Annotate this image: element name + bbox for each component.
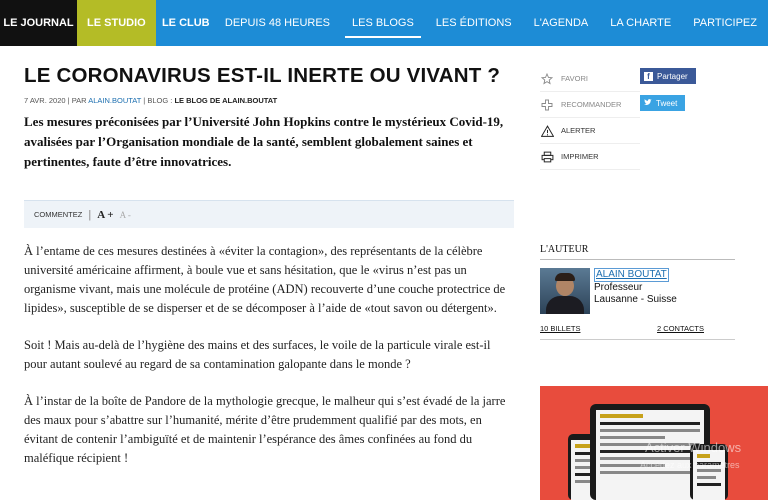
comment-toolbar xyxy=(24,200,514,228)
paragraph: Soit ! Mais au-delà de l’hygiène des mains et des surfaces, le voile de la particule virale est-il pour autant soulevé au regard de sa contamination galopante dans le monde ? xyxy=(24,338,491,371)
article-lead: Les mesures préconisées par l’Université John Hopkins contre le mystérieux Covid-19, avalisées par l’Organisation mondiale de la santé, semblent globalement saines et pertinentes, faute d’être innovatrices. xyxy=(24,114,504,169)
author-links xyxy=(540,324,704,333)
article-actions xyxy=(540,66,640,170)
tab-depuis-48-heures[interactable]: DEPUIS 48 HEURES xyxy=(224,17,331,29)
star-icon xyxy=(540,72,554,86)
twitter-share-button[interactable] xyxy=(640,95,685,111)
tab-participez[interactable]: PARTICIPEZ xyxy=(693,17,757,29)
printer-icon xyxy=(540,150,554,164)
posts-link[interactable]: 10 BILLETS xyxy=(540,324,581,333)
article-title: LE CORONAVIRUS EST-IL INERTE OU VIVANT ? xyxy=(24,64,501,87)
author-box xyxy=(540,244,735,340)
recommander-label: RECOMMANDER xyxy=(561,100,622,109)
meta-separator: | xyxy=(143,96,148,105)
paragraph: À l’instar de la boîte de Pandore de la mythologie grecque, le malheur qui s’est évadé de la jarre des maux pour s’abattre sur l’humanité, mérite d’être prudemment qualifié par des mots, en évitant de contenir l’ambiguïté et de maintenir l’espérance des âmes confinées au fond du maléfique récipient ! xyxy=(24,394,506,465)
increase-font-button[interactable]: A + xyxy=(97,208,114,221)
facebook-icon: f xyxy=(644,72,653,81)
tab-le-club[interactable]: LE CLUB xyxy=(158,0,214,46)
recommander-button[interactable] xyxy=(540,92,640,118)
ad-line xyxy=(600,436,665,439)
ad-tablet-screen xyxy=(596,410,704,500)
ad-line xyxy=(697,483,721,486)
ad-masthead xyxy=(600,414,643,418)
tab-le-journal[interactable]: LE JOURNAL xyxy=(0,0,77,46)
author-info xyxy=(594,268,677,314)
imprimer-label: IMPRIMER xyxy=(561,152,599,161)
ad-masthead xyxy=(575,444,590,448)
author-heading: L'AUTEUR xyxy=(540,244,735,260)
meta-separator: | xyxy=(67,96,72,105)
author-link[interactable]: ALAIN.BOUTAT xyxy=(88,96,142,105)
decrease-font-button[interactable]: A - xyxy=(119,209,131,220)
article-meta xyxy=(24,96,277,105)
article-body xyxy=(24,242,514,486)
contacts-link[interactable]: 2 CONTACTS xyxy=(657,324,704,333)
alerter-label: ALERTER xyxy=(561,126,596,135)
author-avatar[interactable] xyxy=(540,268,590,314)
by-prefix: PAR xyxy=(71,96,87,105)
ad-line xyxy=(697,476,716,479)
ad-line xyxy=(600,471,700,474)
tab-agenda[interactable]: L'AGENDA xyxy=(533,17,589,29)
favori-button[interactable] xyxy=(540,66,640,92)
tab-le-studio[interactable]: LE STUDIO xyxy=(77,0,156,46)
activation-watermark-sub: Accédez aux paramètres xyxy=(640,460,740,470)
facebook-share-button[interactable] xyxy=(640,68,696,84)
blog-prefix: BLOG : xyxy=(147,96,173,105)
warning-icon xyxy=(540,124,554,138)
toolbar-divider: | xyxy=(88,208,92,221)
author-divider xyxy=(540,339,735,340)
blog-link[interactable]: LE BLOG DE ALAIN.BOUTAT xyxy=(174,96,278,105)
ad-phone-screen xyxy=(693,450,725,500)
author-location: Lausanne - Suisse xyxy=(594,294,677,305)
avatar-shoulders xyxy=(546,296,584,314)
tab-les-blogs[interactable]: LES BLOGS xyxy=(341,0,425,46)
alerter-button[interactable] xyxy=(540,118,640,144)
article-date: 7 AVR. 2020 xyxy=(24,96,66,105)
comment-button[interactable]: COMMENTEZ xyxy=(34,210,83,219)
imprimer-button[interactable] xyxy=(540,144,640,170)
main-nav xyxy=(0,0,768,46)
ad-line xyxy=(600,429,700,432)
twitter-label: Tweet xyxy=(656,98,678,108)
plus-cross-icon xyxy=(540,98,554,112)
facebook-label: Partager xyxy=(657,71,688,81)
tab-la-charte[interactable]: LA CHARTE xyxy=(610,17,672,29)
twitter-bird-icon xyxy=(644,99,652,108)
author-name-link[interactable]: ALAIN BOUTAT xyxy=(596,269,667,280)
paragraph: À l’entame de ces mesures destinées à «éviter la contagion», des représentants de la célèbre université américaine affirment, à boule vue et sans hésitation, que le «virus n’est pas un organisme vivant, mais une molécule de protéine (ADN) recouverte d’une couche protectrice de lipides», susceptible de se disperser et de se décomposer à l’aide de «tout savon ou détergent». xyxy=(24,244,506,315)
avatar-hair xyxy=(555,273,575,281)
tab-les-editions[interactable]: LES ÉDITIONS xyxy=(435,17,512,29)
ad-line xyxy=(600,422,700,425)
author-row xyxy=(540,268,735,314)
activation-watermark: Activer Windows xyxy=(645,440,742,455)
author-role: Professeur xyxy=(594,282,643,293)
favori-label: FAVORI xyxy=(561,74,588,83)
